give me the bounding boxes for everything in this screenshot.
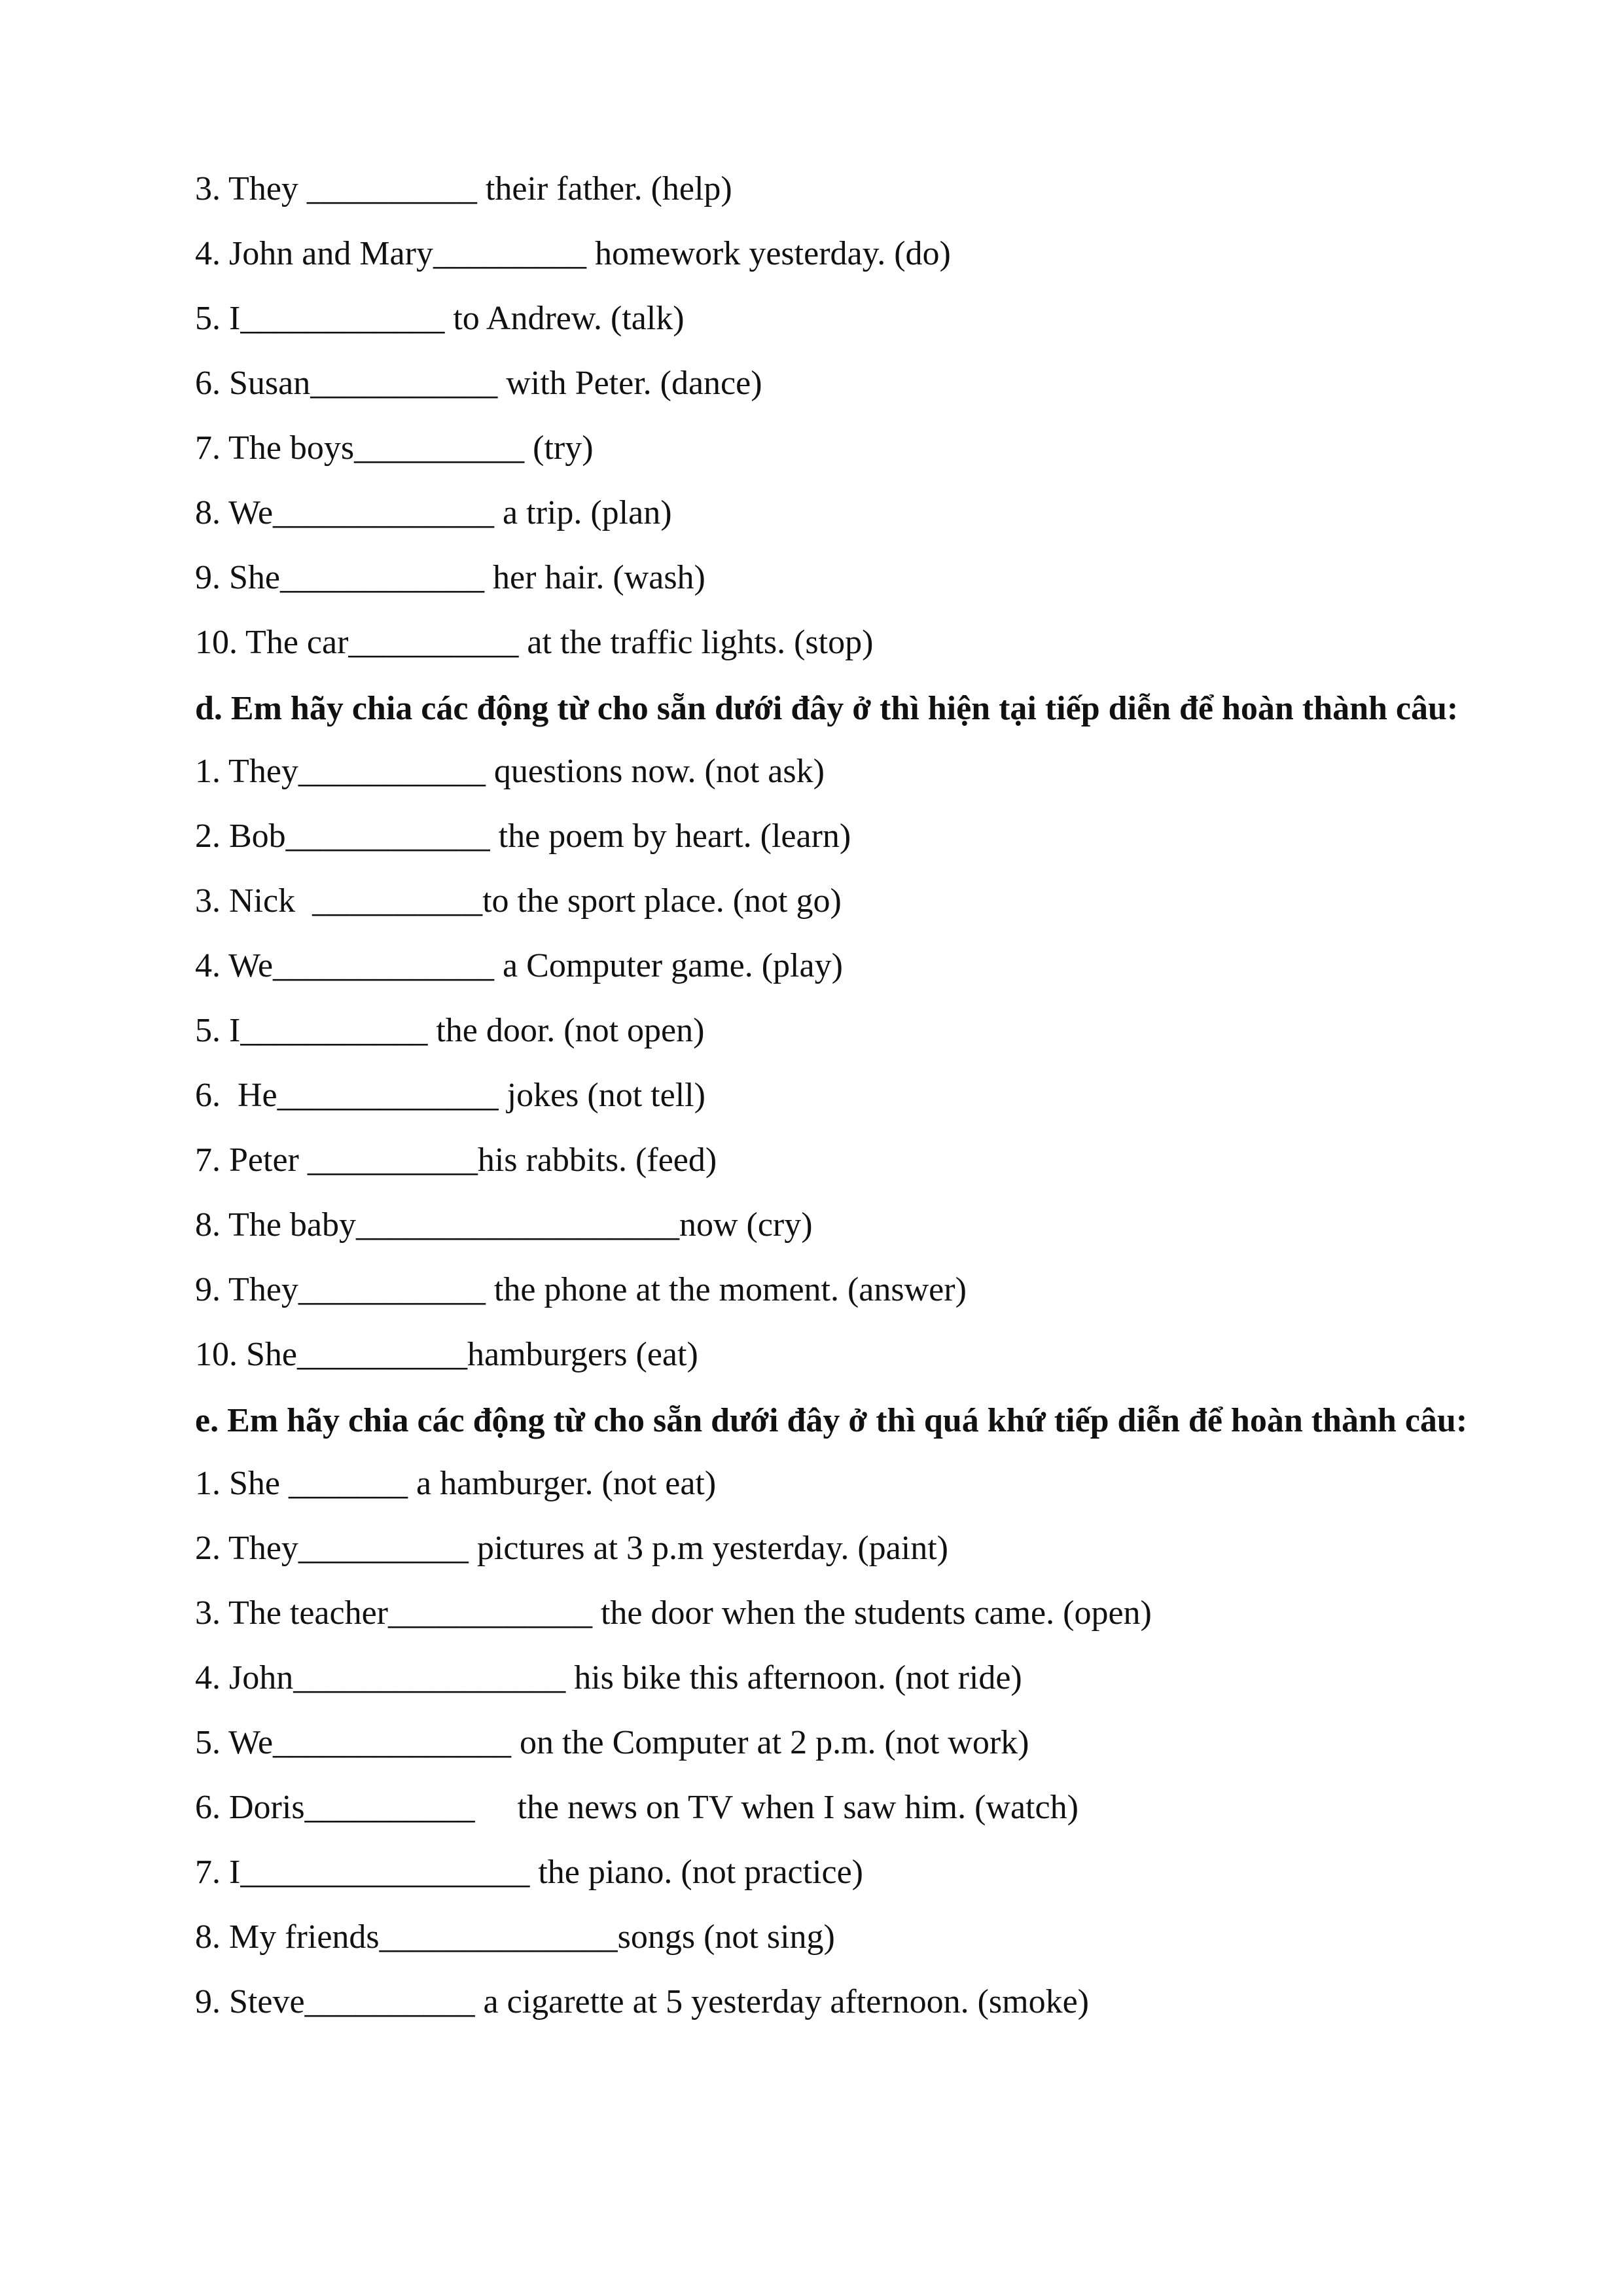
- exercise-d-item-4: 4. We_____________ a Computer game. (play): [195, 947, 843, 984]
- section-c-tail: [195, 169, 1471, 687]
- exercise-d-item-7: 7. Peter __________his rabbits. (feed): [195, 1141, 717, 1179]
- exercise-e-item-5: 5. We______________ on the Computer at 2 p.m. (not work): [195, 1724, 1029, 1761]
- exercise-c-item-4: 4. John and Mary_________ homework yesterday. (do): [195, 235, 951, 272]
- exercise-e-item-6: 6. Doris__________ the news on TV when I saw him. (watch): [195, 1789, 1079, 1826]
- exercise-d-item-3: 3. Nick __________to the sport place. (not go): [195, 882, 842, 920]
- section-d-heading: d. Em hãy chia các động từ cho sẵn dưới đây ở thì hiện tại tiếp diễn để hoàn thành câu:: [195, 690, 1459, 727]
- exercise-e-item-8: 8. My friends______________songs (not sing): [195, 1918, 835, 1956]
- exercise-c-item-9: 9. She____________ her hair. (wash): [195, 559, 705, 596]
- exercise-e-item-3: 3. The teacher____________ the door when the students came. (open): [195, 1594, 1152, 1632]
- exercise-d-item-8: 8. The baby___________________now (cry): [195, 1206, 813, 1244]
- exercise-d-item-10: 10. She__________hamburgers (eat): [195, 1336, 698, 1373]
- exercise-d-item-2: 2. Bob____________ the poem by heart. (learn): [195, 817, 851, 855]
- exercise-d-item-5: 5. I___________ the door. (not open): [195, 1012, 705, 1049]
- exercise-c-item-5: 5. I____________ to Andrew. (talk): [195, 300, 685, 337]
- exercise-d-item-6: 6. He_____________ jokes (not tell): [195, 1077, 705, 1114]
- exercise-c-item-3: 3. They __________ their father. (help): [195, 170, 732, 207]
- exercise-c-item-10: 10. The car__________ at the traffic lights. (stop): [195, 624, 874, 661]
- exercise-e-item-1: 1. She _______ a hamburger. (not eat): [195, 1465, 717, 1502]
- worksheet-page: [195, 169, 1471, 2047]
- exercise-d-item-9: 9. They___________ the phone at the moment. (answer): [195, 1271, 967, 1308]
- section-e-heading: e. Em hãy chia các động từ cho sẵn dưới đây ở thì quá khứ tiếp diễn để hoàn thành câu:: [195, 1402, 1468, 1439]
- exercise-c-item-7: 7. The boys__________ (try): [195, 429, 594, 467]
- exercise-c-item-8: 8. We_____________ a trip. (plan): [195, 494, 672, 531]
- section-d: [195, 687, 1471, 1399]
- exercise-e-item-4: 4. John________________ his bike this afternoon. (not ride): [195, 1659, 1022, 1696]
- section-e: [195, 1399, 1471, 2047]
- exercise-e-item-2: 2. They__________ pictures at 3 p.m yesterday. (paint): [195, 1530, 948, 1567]
- exercise-c-item-6: 6. Susan___________ with Peter. (dance): [195, 365, 762, 402]
- exercise-d-item-1: 1. They___________ questions now. (not ask): [195, 753, 825, 790]
- exercise-e-item-7: 7. I_________________ the piano. (not practice): [195, 1854, 863, 1891]
- exercise-e-item-9: 9. Steve__________ a cigarette at 5 yesterday afternoon. (smoke): [195, 1983, 1089, 2020]
